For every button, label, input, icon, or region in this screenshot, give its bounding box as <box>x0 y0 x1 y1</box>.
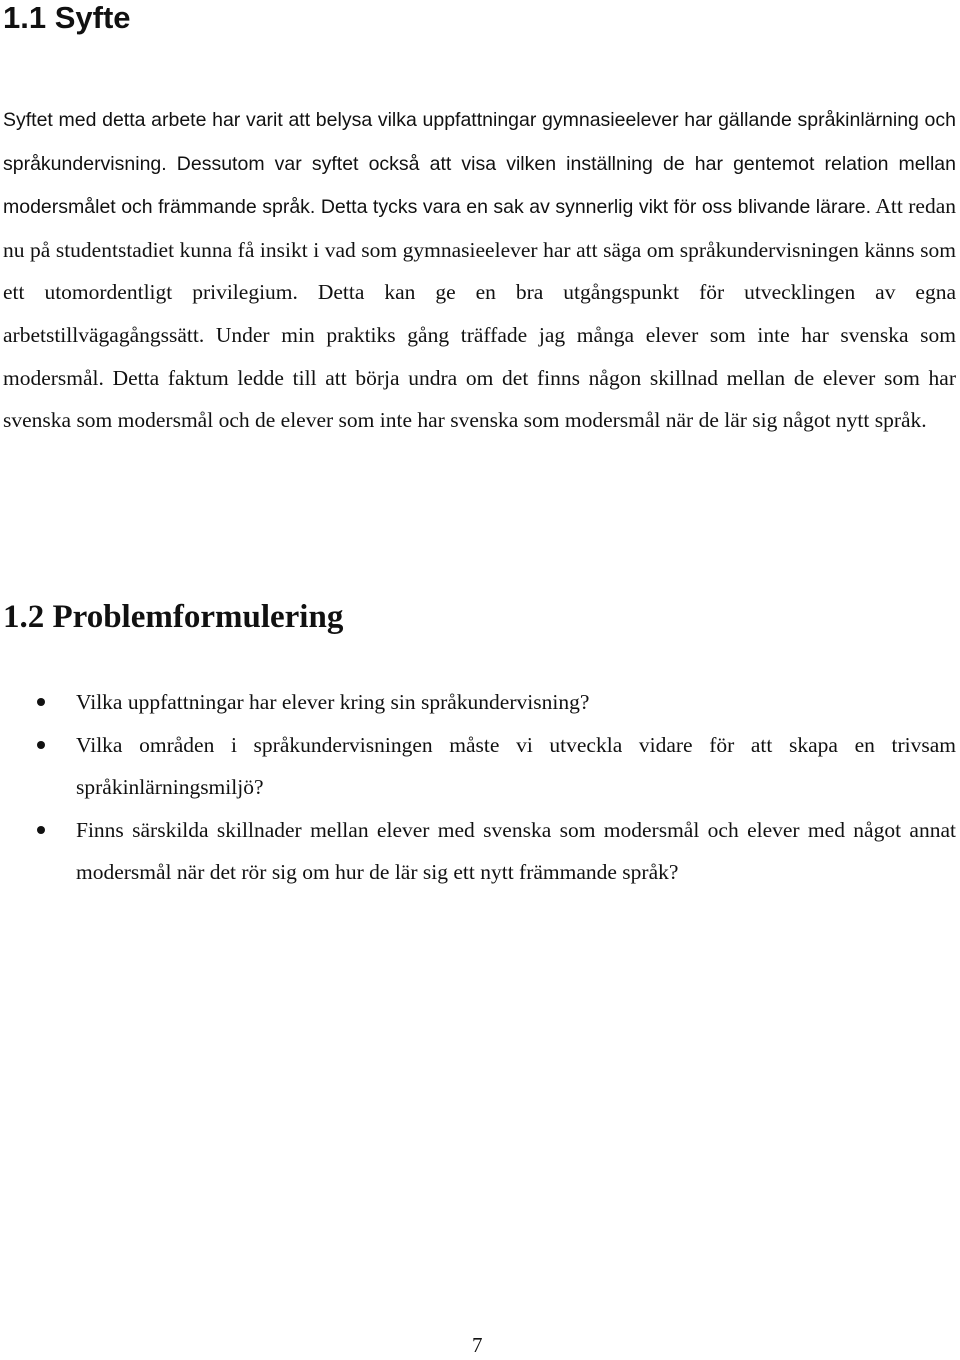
question-text: Vilka områden i språkundervisningen måste vi utveckla vidare för att skapa en trivsam språkinlärningsmiljö? <box>76 732 956 800</box>
question-text: Vilka uppfattningar har elever kring sin språkundervisning? <box>76 690 590 714</box>
purpose-paragraph <box>3 98 956 442</box>
section-heading-problemformulering: 1.2 Problemformulering <box>3 599 344 635</box>
question-text: Finns särskilda skillnader mellan elever med svenska som modersmål och elever med något annat modersmål när det rör sig om hur de lär sig ett nytt främmande språk? <box>76 817 956 885</box>
list-item <box>0 681 956 724</box>
section-heading-syfte: 1.1 Syfte <box>3 0 131 35</box>
research-questions-list <box>0 681 956 894</box>
list-item <box>0 809 956 894</box>
bullet-icon <box>37 698 45 706</box>
page-number: 7 <box>472 1333 483 1357</box>
purpose-paragraph-part-1: Syftet med detta arbete har varit att belysa vilka uppfattningar gymnasieelever har gällande språkinlärning och språkundervisning. Dessutom var syftet också att visa vilken inställning de har gentemot relation mellan modersmålet och främmande språk. Detta tycks vara en sak av synnerlig vikt för oss blivande lärare. <box>3 109 956 219</box>
list-item <box>0 724 956 809</box>
purpose-paragraph-part-2: Att redan nu på studentstadiet kunna få insikt i vad som gymnasieelever har att säga om språkundervisningen känns som ett utomordentligt privilegium. Detta kan ge en bra utgångspunkt för utvecklingen av egna arbetstillvägagångssätt. Under min praktiks gång träffade jag många elever som inte har svenska som modersmål. Detta faktum ledde till att börja undra om det finns någon skillnad mellan de elever som har svenska som modersmål och de elever som inte har svenska som modersmål när de lär sig något nytt språk. <box>3 194 956 433</box>
bullet-icon <box>37 741 45 749</box>
bullet-icon <box>37 826 45 834</box>
